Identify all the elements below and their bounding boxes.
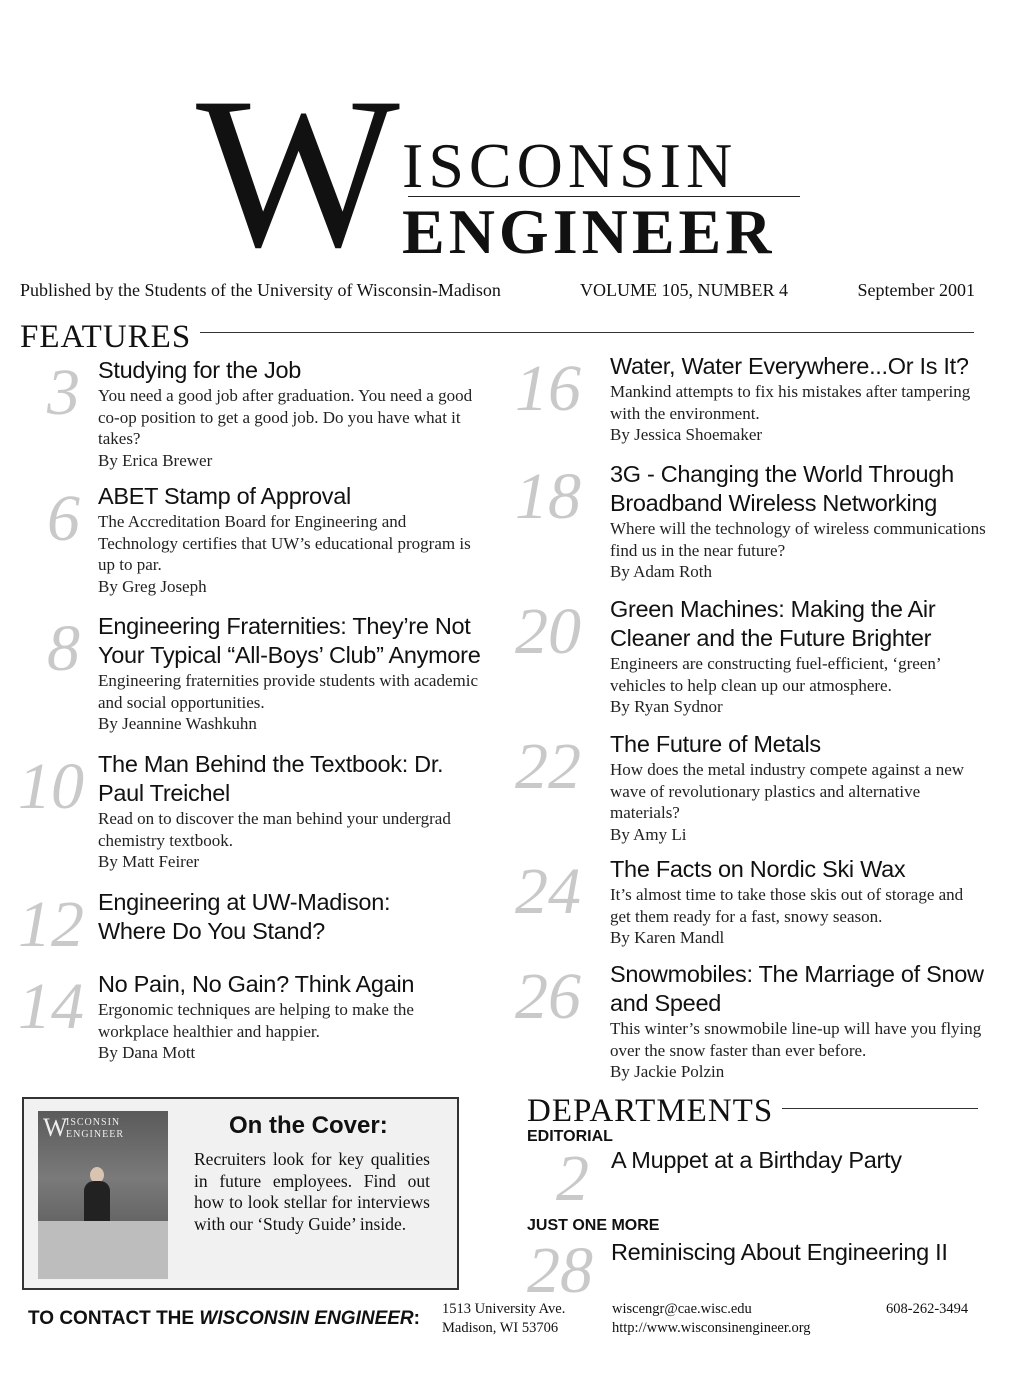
article-title: Snowmobiles: The Marriage of Snow and Speed [610, 961, 984, 1016]
page-number: 16 [515, 352, 581, 425]
contact-label [28, 1308, 420, 1330]
contact-phone: 608-262-3494 [886, 1301, 969, 1317]
page-number: 12 [18, 888, 84, 961]
article-description: How does the metal industry compete against a new wave of revolutionary plastics and alternative materials? [610, 760, 965, 822]
department-label: EDITORIAL [527, 1128, 613, 1145]
contact-label-prefix: TO CONTACT THE [28, 1308, 200, 1329]
article-title: The Man Behind the Textbook: Dr. Paul Treichel [98, 751, 444, 806]
article-title: Engineering Fraternities: They’re Not Your Typical “All-Boys’ Club” Anymore [98, 613, 481, 668]
article-title: ABET Stamp of Approval [98, 483, 351, 509]
cover-box [22, 1097, 459, 1290]
page-number: 22 [515, 730, 581, 803]
page-number: 20 [515, 595, 581, 668]
contact-address-line2: Madison, WI 53706 [442, 1320, 559, 1336]
page-number: 2 [556, 1142, 589, 1215]
page-number: 26 [515, 960, 581, 1033]
page-number: 24 [515, 855, 581, 928]
article-description: This winter’s snowmobile line-up will have you flying over the snow faster than ever before. [610, 1019, 982, 1060]
masthead-line2: ENGINEER [402, 196, 776, 267]
cover-person [84, 1181, 110, 1225]
department-title: Reminiscing About Engineering II [611, 1239, 948, 1265]
masthead-initial: W [196, 53, 396, 292]
article-title: The Facts on Nordic Ski Wax [610, 856, 906, 882]
page-number: 8 [47, 612, 80, 685]
cover-desk [38, 1221, 168, 1279]
article-description: The Accreditation Board for Engineering and Technology certifies that UW’s educational program is up to par. [98, 512, 471, 574]
article-author: By Amy Li [610, 824, 687, 844]
article-author: By Dana Mott [98, 1043, 196, 1062]
article-author: By Jessica Shoemaker [610, 425, 763, 444]
article-title: 3G - Changing the World Through Broadband Wireless Networking [610, 461, 954, 516]
volume-number: VOLUME 105, NUMBER 4 [580, 280, 789, 300]
article-author: By Erica Brewer [98, 450, 213, 470]
cover-text: Recruiters look for key qualities in future employees. Find out how to look stellar for interviews with our ‘Study Guide’ inside. [194, 1149, 430, 1234]
page-number: 28 [527, 1234, 593, 1307]
page-number: 10 [18, 750, 84, 823]
article-title: Green Machines: Making the Air Cleaner and the Future Brighter [610, 596, 936, 651]
article-description: You need a good job after graduation. You need a good co-op position to get a good job. Do you have what it takes? [98, 386, 473, 448]
article-description: Ergonomic techniques are helping to make the workplace healthier and happier. [98, 1000, 414, 1041]
page-number: 18 [515, 460, 581, 533]
article-description: Read on to discover the man behind your undergrad chemistry textbook. [98, 809, 451, 850]
contact-website[interactable]: http://www.wisconsinengineer.org [612, 1320, 811, 1336]
cover-heading: On the Cover: [229, 1112, 388, 1139]
contact-bar [14, 1296, 1004, 1342]
department-title: A Muppet at a Birthday Party [611, 1147, 902, 1173]
issue-date: September 2001 [857, 280, 975, 300]
department-label: JUST ONE MORE [527, 1217, 660, 1234]
article-author: By Jackie Polzin [610, 1062, 725, 1081]
contact-label-suffix: : [413, 1308, 420, 1329]
article-title: Studying for the Job [98, 357, 302, 383]
page-number: 14 [18, 970, 84, 1043]
article-author: By Karen Mandl [610, 928, 725, 947]
article-description: Engineering fraternities provide students with academic and social opportunities. [98, 671, 479, 712]
cover-photo [38, 1111, 168, 1279]
article-title: Engineering at UW-Madison: Where Do You Stand? [98, 889, 391, 944]
masthead-line1: ISCONSIN [402, 130, 738, 201]
article-description: Mankind attempts to fix his mistakes after tampering with the environment. [610, 382, 971, 423]
article-author: By Matt Feirer [98, 852, 200, 871]
contact-email[interactable]: wiscengr@cae.wisc.edu [612, 1301, 752, 1317]
departments-heading: DEPARTMENTS [527, 1093, 774, 1129]
contact-label-name: WISCONSIN ENGINEER [199, 1308, 414, 1329]
article-description: Engineers are constructing fuel-efficient, ‘green’ vehicles to help clean up our atmosphere. [610, 654, 941, 695]
article-title: The Future of Metals [610, 731, 821, 757]
page-number: 3 [47, 356, 80, 429]
article-description: Where will the technology of wireless communications find us in the near future? [610, 519, 986, 560]
publisher-text: Published by the Students of the University of Wisconsin-Madison [20, 280, 501, 300]
article-description: It’s almost time to take those skis out of storage and get them ready for a fast, snowy season. [610, 885, 964, 926]
page-number: 6 [47, 482, 80, 555]
article-author: By Adam Roth [610, 562, 713, 581]
article-author: By Ryan Sydnor [610, 697, 723, 716]
article-title: No Pain, No Gain? Think Again [98, 971, 415, 997]
contact-address-line1: 1513 University Ave. [442, 1301, 566, 1317]
cover-thumb-line2: ENGINEER [66, 1129, 124, 1140]
features-heading: FEATURES [20, 319, 192, 355]
publication-line [20, 278, 975, 302]
departments-rule [782, 1108, 978, 1109]
article-author: By Jeannine Washkuhn [98, 714, 257, 733]
article-title: Water, Water Everywhere...Or Is It? [610, 353, 969, 379]
features-rule [200, 332, 974, 333]
cover-thumb-line1: ISCONSIN [66, 1117, 121, 1128]
article-author: By Greg Joseph [98, 576, 207, 596]
cover-thumb-initial: W [43, 1113, 68, 1142]
